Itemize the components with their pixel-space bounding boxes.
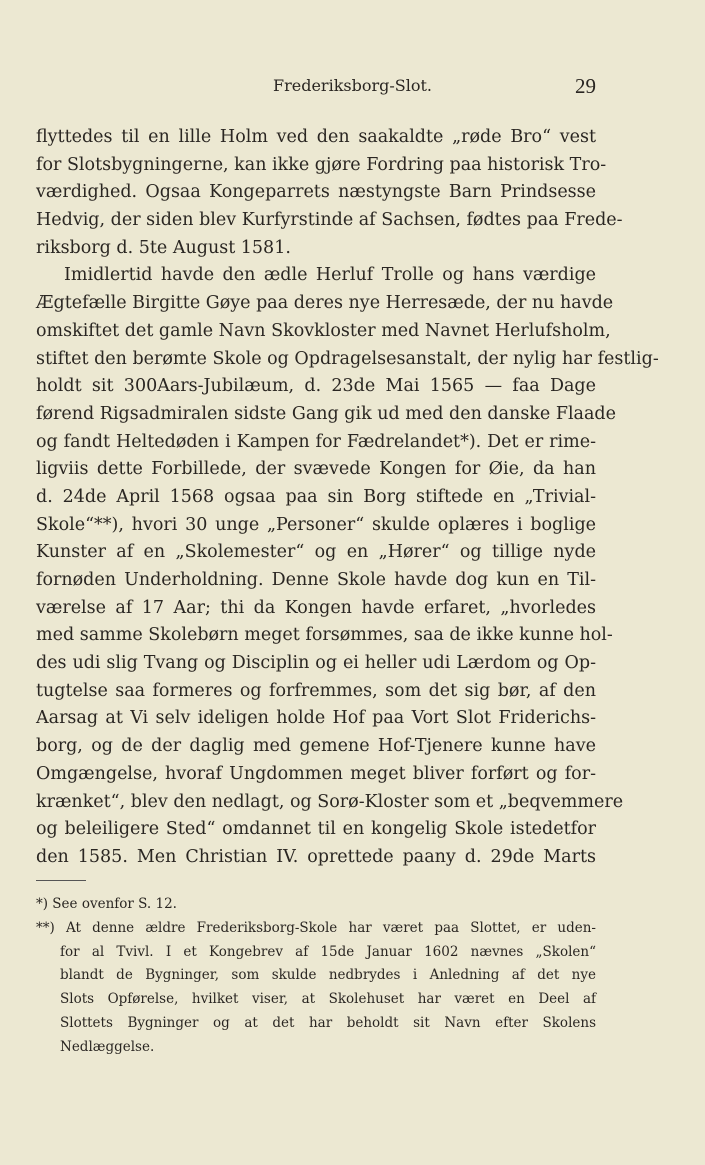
footnote-line: Slottets Bygninger og at det har beholdt sit Navn efter Skolens [60, 1014, 596, 1031]
page-number: 29 [575, 74, 596, 98]
footnote-separator [36, 880, 86, 881]
text-line: Kunster af en „Skolemester“ og en „Hører“ og tillige nyde [36, 542, 596, 563]
text-line: stiftet den berømte Skole og Opdragelsesanstalt, der nylig har festlig- [36, 348, 659, 369]
text-line: des udi slig Tvang og Disciplin og ei heller udi Lærdom og Op- [36, 653, 596, 674]
footnote-line: **) At denne ældre Frederiksborg-Skole har været paa Slottet, er uden- [36, 919, 596, 936]
footnote-line: Slots Opførelse, hvilket viser, at Skolehuset har været en Deel af [60, 991, 596, 1008]
text-line: holdt sit 300Aars-Jubilæum, d. 23de Mai 1565 — faa Dage [36, 376, 596, 397]
footnote-line: for al Tvivl. I et Kongebrev af 15de Januar 1602 nævnes „Skolen“ [60, 943, 596, 960]
text-line: riksborg d. 5te August 1581. [36, 237, 291, 258]
text-line: borg, og de der daglig med gemene Hof-Tjenere kunne have [36, 736, 596, 757]
text-line: krænket“, blev den nedlagt, og Sorø-Kloster som et „beqvemmere [36, 791, 624, 812]
footnote-line: *) See ovenfor S. 12. [36, 896, 177, 912]
text-line: Hedvig, der siden blev Kurfyrstinde af Sachsen, fødtes paa Frede- [36, 210, 623, 231]
text-line: med samme Skolebørn meget forsømmes, saa de ikke kunne hol- [36, 625, 613, 646]
text-line: Skole“**), hvori 30 unge „Personer“ skulde oplæres i boglige [36, 514, 596, 535]
text-line: den 1585. Men Christian IV. oprettede paany d. 29de Marts [36, 846, 596, 867]
text-line: Omgængelse, hvoraf Ungdommen meget bliver forført og for- [36, 763, 596, 784]
text-line: flyttedes til en lille Holm ved den saakaldte „røde Bro“ vest [36, 127, 596, 147]
text-line: førend Rigsadmiralen sidste Gang gik ud med den danske Flaade [36, 403, 616, 424]
text-line: omskiftet det gamle Navn Skovkloster med Navnet Herlufsholm, [36, 320, 611, 341]
text-line: tugtelse saa formeres og forfremmes, som det sig bør, af den [36, 680, 596, 701]
text-line: værdighed. Ogsaa Kongeparrets næstyngste Barn Prindsesse [36, 182, 596, 203]
text-line: værelse af 17 Aar; thi da Kongen havde erfaret, „hvorledes [36, 597, 596, 618]
text-line: d. 24de April 1568 ogsaa paa sin Borg stiftede en „Trivial- [36, 486, 596, 507]
text-line: Aarsag at Vi selv ideligen holde Hof paa Vort Slot Friderichs- [36, 708, 596, 729]
body-text [36, 124, 659, 872]
text-line: Ægtefælle Birgitte Gøye paa deres nye Herresæde, der nu havde [36, 293, 614, 314]
footnote-line: blandt de Bygninger, som skulde nedbrydes i Anledning af det nye [60, 967, 596, 984]
text-line: ligviis dette Forbillede, der svævede Kongen for Øie, da han [36, 459, 596, 480]
text-line: for Slotsbygningerne, kan ikke gjøre Fordring paa historisk Tro- [36, 154, 607, 175]
text-line: Imidlertid havde den ædle Herluf Trolle og hans værdige [64, 265, 596, 286]
running-header-title: Frederiksborg-Slot. [273, 76, 432, 95]
text-line: og beleiligere Sted“ omdannet til en kongelig Skole istedetfor [36, 819, 596, 840]
footnotes [36, 893, 596, 1060]
footnote-line: Nedlæggelse. [60, 1038, 155, 1055]
text-line: fornøden Underholdning. Denne Skole havde dog kun en Til- [36, 570, 596, 590]
text-line: og fandt Heltedøden i Kampen for Fædrelandet*). Det er rime- [36, 431, 596, 452]
